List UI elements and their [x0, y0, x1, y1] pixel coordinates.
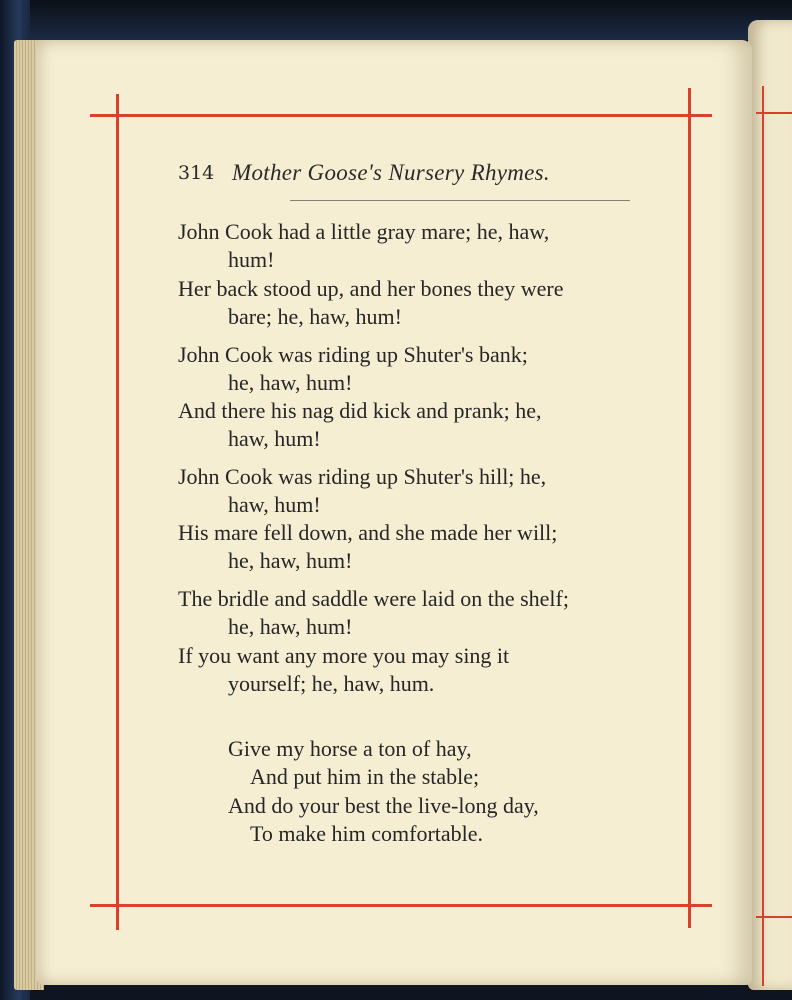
border-left — [116, 94, 119, 930]
verse-line: haw, hum! — [228, 426, 321, 451]
border-top — [90, 114, 712, 117]
verse-line: And put him in the stable; — [250, 764, 480, 789]
verse-line: yourself; he, haw, hum. — [228, 671, 435, 696]
verse-line: And do your best the live-long day, — [228, 793, 539, 818]
verse-line: John Cook was riding up Shuter's hill; he, — [178, 464, 547, 489]
verse-line: His mare fell down, and she made her will; — [178, 520, 558, 545]
verse-line: Give my horse a ton of hay, — [228, 736, 472, 761]
page-header — [178, 162, 630, 192]
verse-line: he, haw, hum! — [228, 614, 353, 639]
running-title: Mother Goose's Nursery Rhymes. — [232, 160, 550, 185]
verse-line: John Cook was riding up Shuter's bank; — [178, 342, 528, 367]
book-cover-top — [0, 0, 792, 40]
border-right — [688, 88, 691, 928]
facing-page-border-top — [756, 112, 792, 114]
verse-line: John Cook had a little gray mare; he, haw, — [178, 219, 550, 244]
facing-page-border — [762, 86, 764, 986]
verse-line: bare; he, haw, hum! — [228, 304, 402, 329]
verse-line: If you want any more you may sing it — [178, 643, 510, 668]
border-bottom — [90, 904, 712, 907]
verse-line: And there his nag did kick and prank; he, — [178, 398, 542, 423]
facing-page — [748, 20, 792, 990]
verse-line: Her back stood up, and her bones they were — [178, 276, 564, 301]
page-number: 314 — [178, 162, 215, 184]
facing-page-border-bottom — [756, 916, 792, 918]
verse-line: hum! — [228, 247, 275, 272]
verse-line: haw, hum! — [228, 492, 321, 517]
header-rule — [290, 200, 630, 201]
verse-line: To make him comfortable. — [250, 821, 484, 846]
verse-line: The bridle and saddle were laid on the shelf; — [178, 586, 569, 611]
verse-line: he, haw, hum! — [228, 548, 353, 573]
verse-line: he, haw, hum! — [228, 370, 353, 395]
